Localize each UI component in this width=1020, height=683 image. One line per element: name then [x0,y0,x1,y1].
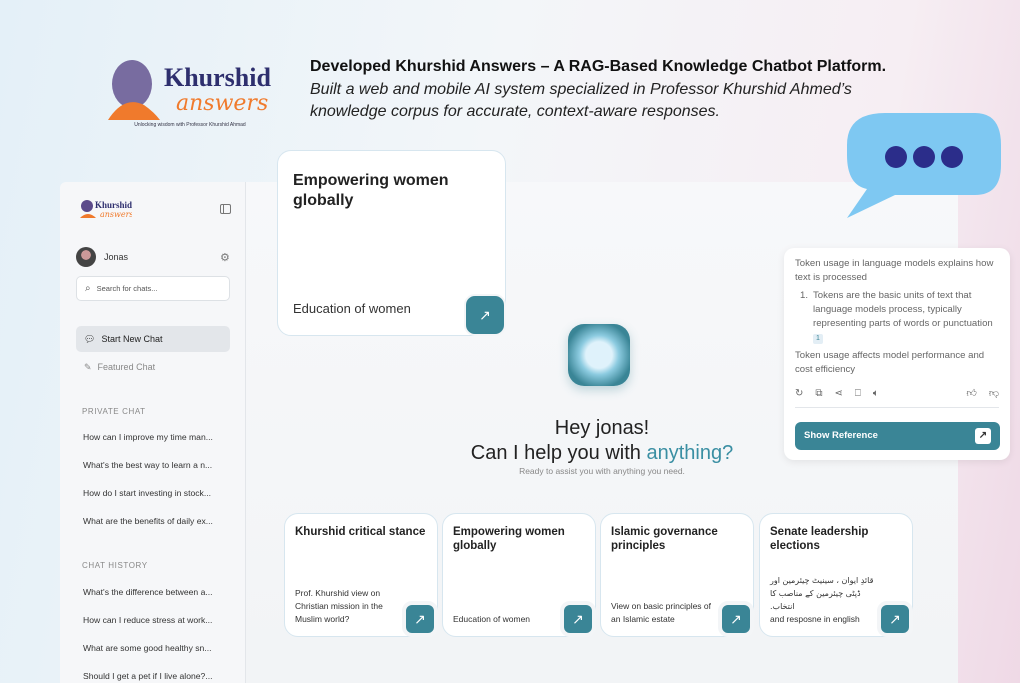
svg-text:Khurshid: Khurshid [164,63,271,92]
list-item: Tokens are the basic units of text that language models process, typically representing parts of words or punctuation [813,290,993,329]
list-number: 1. [800,290,809,301]
bookmark-icon[interactable]: ⎕ [854,388,861,399]
card-description: View on basic principles of an Islamic estate [611,601,712,624]
svg-text:Unlocking wisdom with Professo: Unlocking wisdom with Professor Khurshid Ahmad [134,122,246,128]
thumbs-up-icon[interactable]: 👍︎ [966,388,977,399]
private-chat-item[interactable]: What's the best way to learn a n... [83,460,213,470]
svg-text:Khurshid: Khurshid [95,200,132,210]
citation-badge[interactable]: 1 [813,334,823,344]
external-arrow-icon: ↗ [975,428,991,444]
chat-history-item[interactable]: How can I reduce stress at work... [83,615,213,625]
card-description: Prof. Khurshid view on Christian mission in the Muslim world? [295,588,383,624]
open-arrow-button[interactable]: ↗ [877,601,913,637]
open-arrow-button[interactable]: ↗ [464,294,506,336]
search-input[interactable] [76,276,230,301]
featured-chat-button[interactable] [76,354,230,380]
suggestion-card[interactable] [759,513,913,637]
card-description-urdu: قائدِ ایوان ، سینیٹ چیئرمین اور ڈپٹی چیئرمین کے مناصب کا انتخاب. [770,576,874,611]
start-new-chat-label: Start New Chat [101,334,163,344]
avatar [76,247,96,267]
greeting: Hey jonas! [554,417,650,439]
chat-history-item[interactable]: What's the difference between a... [83,587,213,597]
response-outro: Token usage affects model performance and cost efficiency [795,350,985,375]
typing-bubble-icon [845,105,1003,220]
card-title: Empowering women globally [293,172,449,209]
share-icon[interactable]: ⋖ [834,388,843,399]
chat-history-item[interactable]: What are some good healthy sn... [83,643,212,653]
user-profile[interactable] [76,247,128,267]
private-chat-item[interactable]: What are the benefits of daily ex... [83,516,213,526]
svg-text:answers: answers [176,91,269,116]
chat-history-heading: CHAT HISTORY [82,561,148,570]
response-intro: Token usage in language models explains how text is processed [795,258,994,283]
assistant-orb-icon [568,324,630,386]
copy-icon[interactable]: ⧉ [815,388,823,399]
question-highlight: anything? [646,442,734,464]
card-title: Islamic governance principles [611,526,718,552]
toggle-sidebar-icon[interactable] [220,204,231,214]
question-text: Can I help you with [470,442,647,464]
open-arrow-button[interactable]: ↗ [402,601,438,637]
sidebar-logo [78,196,132,229]
card-title: Khurshid critical stance [295,526,426,538]
show-reference-label: Show Reference [804,430,878,441]
khurshid-answers-logo [104,50,276,130]
card-description: Education of women [453,614,531,624]
regenerate-icon[interactable]: ↻ [795,388,804,399]
assist-subtitle: Ready to assist you with anything you need. [519,466,685,476]
search-placeholder: Search for chats... [96,284,158,293]
speaker-icon[interactable]: 🔈︎ [872,388,879,399]
card-description: and resposne in english [770,614,860,624]
user-name: Jonas [104,252,129,262]
floating-suggestion-card[interactable] [277,150,506,336]
open-arrow-button[interactable]: ↗ [560,601,596,637]
open-arrow-button[interactable]: ↗ [718,601,754,637]
sidebar [60,182,246,683]
subheadline: Built a web and mobile AI system specialized in Professor Khurshid Ahmed’s knowledge corpus for accurate, context-aware responses. [310,81,852,120]
featured-chat-label: Featured Chat [97,362,156,372]
response-card [784,248,1010,460]
suggestion-card[interactable] [442,513,596,637]
gear-icon[interactable]: ⚙ [220,252,230,264]
show-reference-button[interactable] [795,422,1000,450]
card-description: Education of women [293,301,411,316]
search-icon: ⌕ [85,283,91,294]
card-title: Empowering women globally [453,526,565,552]
headline: Developed Khurshid Answers – A RAG-Based Knowledge Chatbot Platform. [310,58,887,75]
suggestion-card[interactable] [284,513,438,637]
svg-text:answers: answers [100,210,132,219]
private-chat-item[interactable]: How do I start investing in stock... [83,488,212,498]
start-new-chat-button[interactable] [76,326,230,352]
feather-icon: ✎ [84,361,92,372]
thumbs-down-icon[interactable]: 👎︎ [988,388,999,399]
chat-bubble-icon: 💬︎ [84,333,96,344]
suggestion-card[interactable] [600,513,754,637]
private-chat-item[interactable]: How can I improve my time man... [83,432,213,442]
card-title: Senate leadership elections [770,526,869,552]
private-chat-heading: PRIVATE CHAT [82,407,146,416]
chat-history-item[interactable]: Should I get a pet if I live alone?... [83,671,213,681]
